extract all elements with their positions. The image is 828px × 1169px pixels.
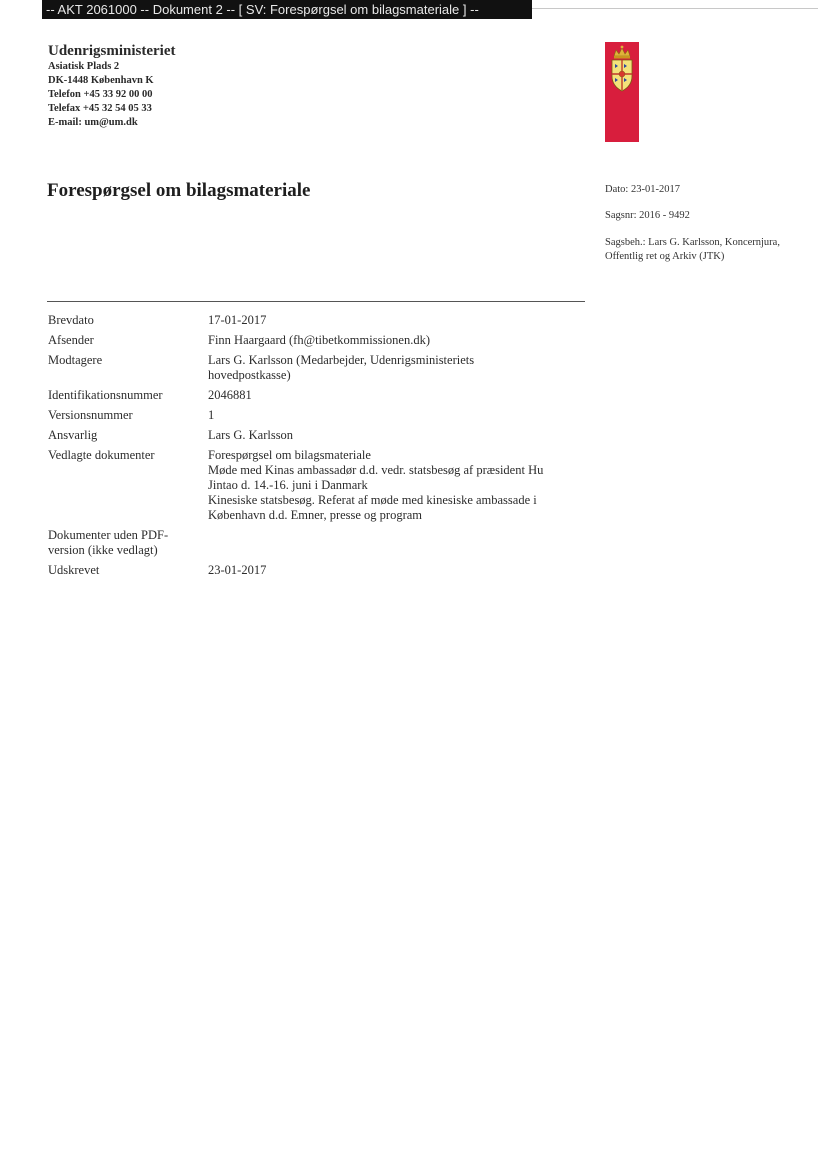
field-row: [48, 563, 588, 578]
field-value: [208, 528, 588, 563]
attachment-line: Forespørgsel om bilagsmateriale: [208, 448, 371, 462]
field-value: [208, 448, 588, 528]
case-meta: [605, 183, 785, 264]
field-value: Finn Haargaard (fh@tibetkommissionen.dk): [208, 333, 431, 347]
field-row: [48, 408, 588, 428]
field-label: Ansvarlig: [48, 428, 98, 442]
field-label: Modtagere: [48, 353, 103, 367]
field-value: 23-01-2017: [208, 563, 267, 577]
field-label: Identifikationsnummer: [48, 388, 163, 402]
field-row: [48, 528, 588, 563]
field-label: Udskrevet: [48, 563, 100, 577]
field-label: Versionsnummer: [48, 408, 133, 422]
document-fields: [48, 313, 588, 578]
field-label: Afsender: [48, 333, 94, 347]
sender-email: E-mail: um@um.dk: [48, 117, 138, 128]
attachment-line: Jintao d. 14.-16. juni i Danmark: [208, 478, 368, 492]
coat-of-arms-icon: [605, 42, 639, 142]
field-label-line: Dokumenter uden PDF-: [48, 528, 169, 542]
attachment-line: Møde med Kinas ambassadør d.d. vedr. statsbesøg af præsident Hu: [208, 463, 544, 477]
sender-city: DK-1448 København K: [48, 75, 154, 86]
field-value: 2046881: [208, 388, 252, 402]
meta-case-handler: Sagsbeh.: Lars G. Karlsson, Koncernjura, Offentlig ret og Arkiv (JTK): [605, 237, 780, 262]
document-title: Forespørgsel om bilagsmateriale: [47, 180, 311, 201]
field-value: Lars G. Karlsson: [208, 428, 294, 442]
document-header-bar: -- AKT 2061000 -- Dokument 2 -- [ SV: Forespørgsel om bilagsmateriale ] --: [42, 0, 532, 19]
sender-org: Udenrigsministeriet: [48, 43, 176, 59]
field-value: 1: [208, 408, 215, 422]
attachment-line: Kinesiske statsbesøg. Referat af møde med kinesiske ambassade i: [208, 493, 537, 507]
field-row: [48, 333, 588, 353]
field-row: [48, 313, 588, 333]
meta-case-number: Sagsnr: 2016 - 9492: [605, 210, 690, 221]
field-row: [48, 428, 588, 448]
field-value: [208, 353, 588, 388]
sender-address: Asiatisk Plads 2: [48, 61, 120, 72]
field-value: 17-01-2017: [208, 313, 267, 327]
attachment-line: København d.d. Emner, presse og program: [208, 508, 423, 522]
field-label: Vedlagte dokumenter: [48, 448, 155, 462]
field-row: [48, 353, 588, 388]
field-label: [48, 528, 208, 563]
field-value-line: hovedpostkasse): [208, 368, 291, 382]
sender-block: [48, 42, 175, 130]
meta-date: Dato: 23-01-2017: [605, 184, 680, 195]
field-value-line: Lars G. Karlsson (Medarbejder, Udenrigsministeriets: [208, 353, 475, 367]
field-row: [48, 388, 588, 408]
sender-phone: Telefon +45 33 92 00 00: [48, 89, 153, 100]
field-label-line: version (ikke vedlagt): [48, 543, 158, 557]
sender-fax: Telefax +45 32 54 05 33: [48, 103, 152, 114]
field-row: [48, 448, 588, 528]
field-label: Brevdato: [48, 313, 94, 327]
header-rule: [532, 8, 818, 9]
section-divider: [47, 301, 585, 302]
